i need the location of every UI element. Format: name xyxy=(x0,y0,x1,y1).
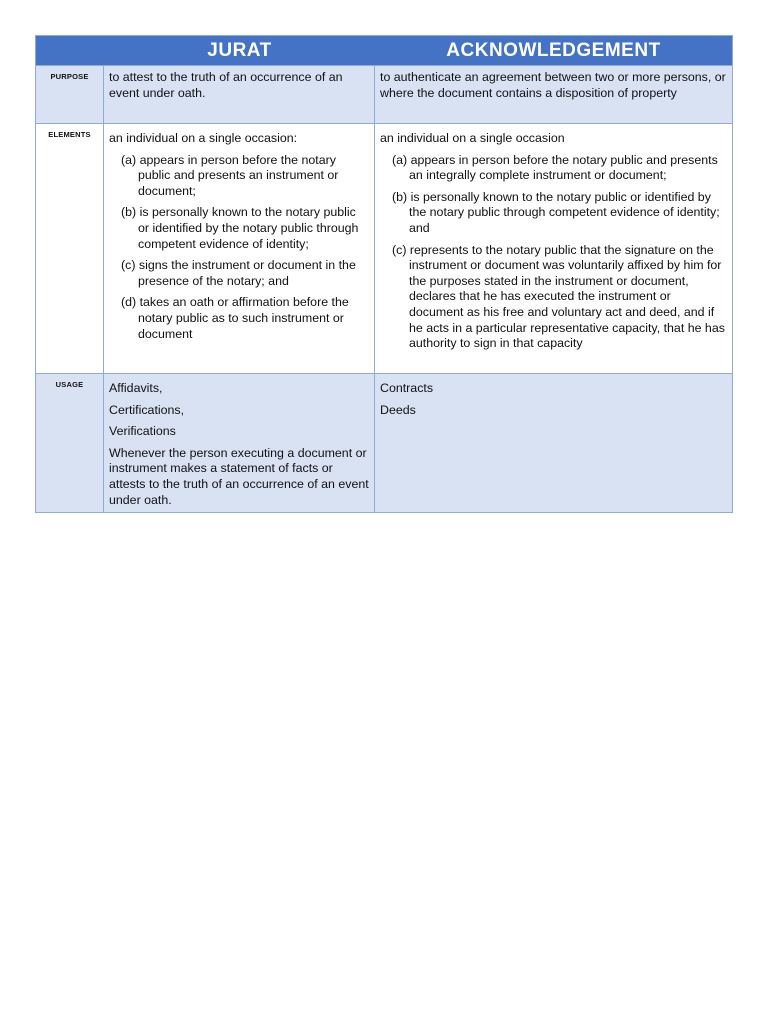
header-row xyxy=(36,36,732,65)
header-acknowledgement: ACKNOWLEDGEMENT xyxy=(446,39,661,61)
purpose-jurat-cell: to attest to the truth of an occurrence of an event under oath. xyxy=(104,66,375,123)
usage-acknowledgement-cell xyxy=(375,374,732,512)
header-jurat: JURAT xyxy=(207,39,272,61)
usage-row xyxy=(36,373,732,512)
elements-jurat-item-b: (b) is personally known to the notary public or identified by the notary public through competent evidence of identity; xyxy=(121,205,359,251)
elements-label: ELEMENTS xyxy=(36,124,104,373)
usage-jurat-line: Verifications xyxy=(109,424,176,439)
usage-jurat-line: Certifications, xyxy=(109,402,185,417)
usage-ack-line: Deeds xyxy=(380,402,416,417)
comparison-table xyxy=(35,35,733,513)
purpose-acknowledgement-cell: to authenticate an agreement between two or more persons, or where the document contains a disposition of property xyxy=(380,70,726,100)
elements-jurat-cell xyxy=(104,124,375,373)
elements-row xyxy=(36,123,732,373)
header-corner-cell xyxy=(36,36,104,65)
purpose-label: PURPOSE xyxy=(36,66,104,123)
elements-jurat-intro: an individual on a single occasion: xyxy=(109,131,298,145)
elements-jurat-item-c: (c) signs the instrument or document in the presence of the notary; and xyxy=(121,258,356,288)
elements-acknowledgement-cell xyxy=(375,124,732,373)
elements-jurat-item-a: (a) appears in person before the notary public and presents an instrument or document; xyxy=(121,152,339,198)
elements-ack-item-a: (a) appears in person before the notary public and presents an integrally complete instrument or document; xyxy=(392,152,718,183)
usage-jurat-cell xyxy=(104,374,375,512)
usage-ack-line: Contracts xyxy=(380,381,434,395)
usage-label: USAGE xyxy=(36,374,104,512)
elements-ack-item-c: (c) represents to the notary public that the signature on the instrument or document was voluntarily affixed by him for the purposes stated in the instrument or document, declares that he has executed the instrument or document as his free and voluntary act and deed, and if he acts in a particular representative capacity, that he has authority to sign in that capacity xyxy=(392,242,725,351)
elements-jurat-item-d: (d) takes an oath or affirmation before the notary public as to such instrument or document xyxy=(121,295,349,341)
usage-jurat-line: Whenever the person executing a document or instrument makes a statement of facts or attests to the truth of an occurrence of an event under oath. xyxy=(109,445,369,507)
elements-ack-item-b: (b) is personally known to the notary public or identified by the notary public through competent evidence of identity; and xyxy=(392,189,720,235)
usage-jurat-line: Affidavits, xyxy=(109,381,163,395)
elements-ack-intro: an individual on a single occasion xyxy=(380,131,565,145)
purpose-row xyxy=(36,65,732,123)
